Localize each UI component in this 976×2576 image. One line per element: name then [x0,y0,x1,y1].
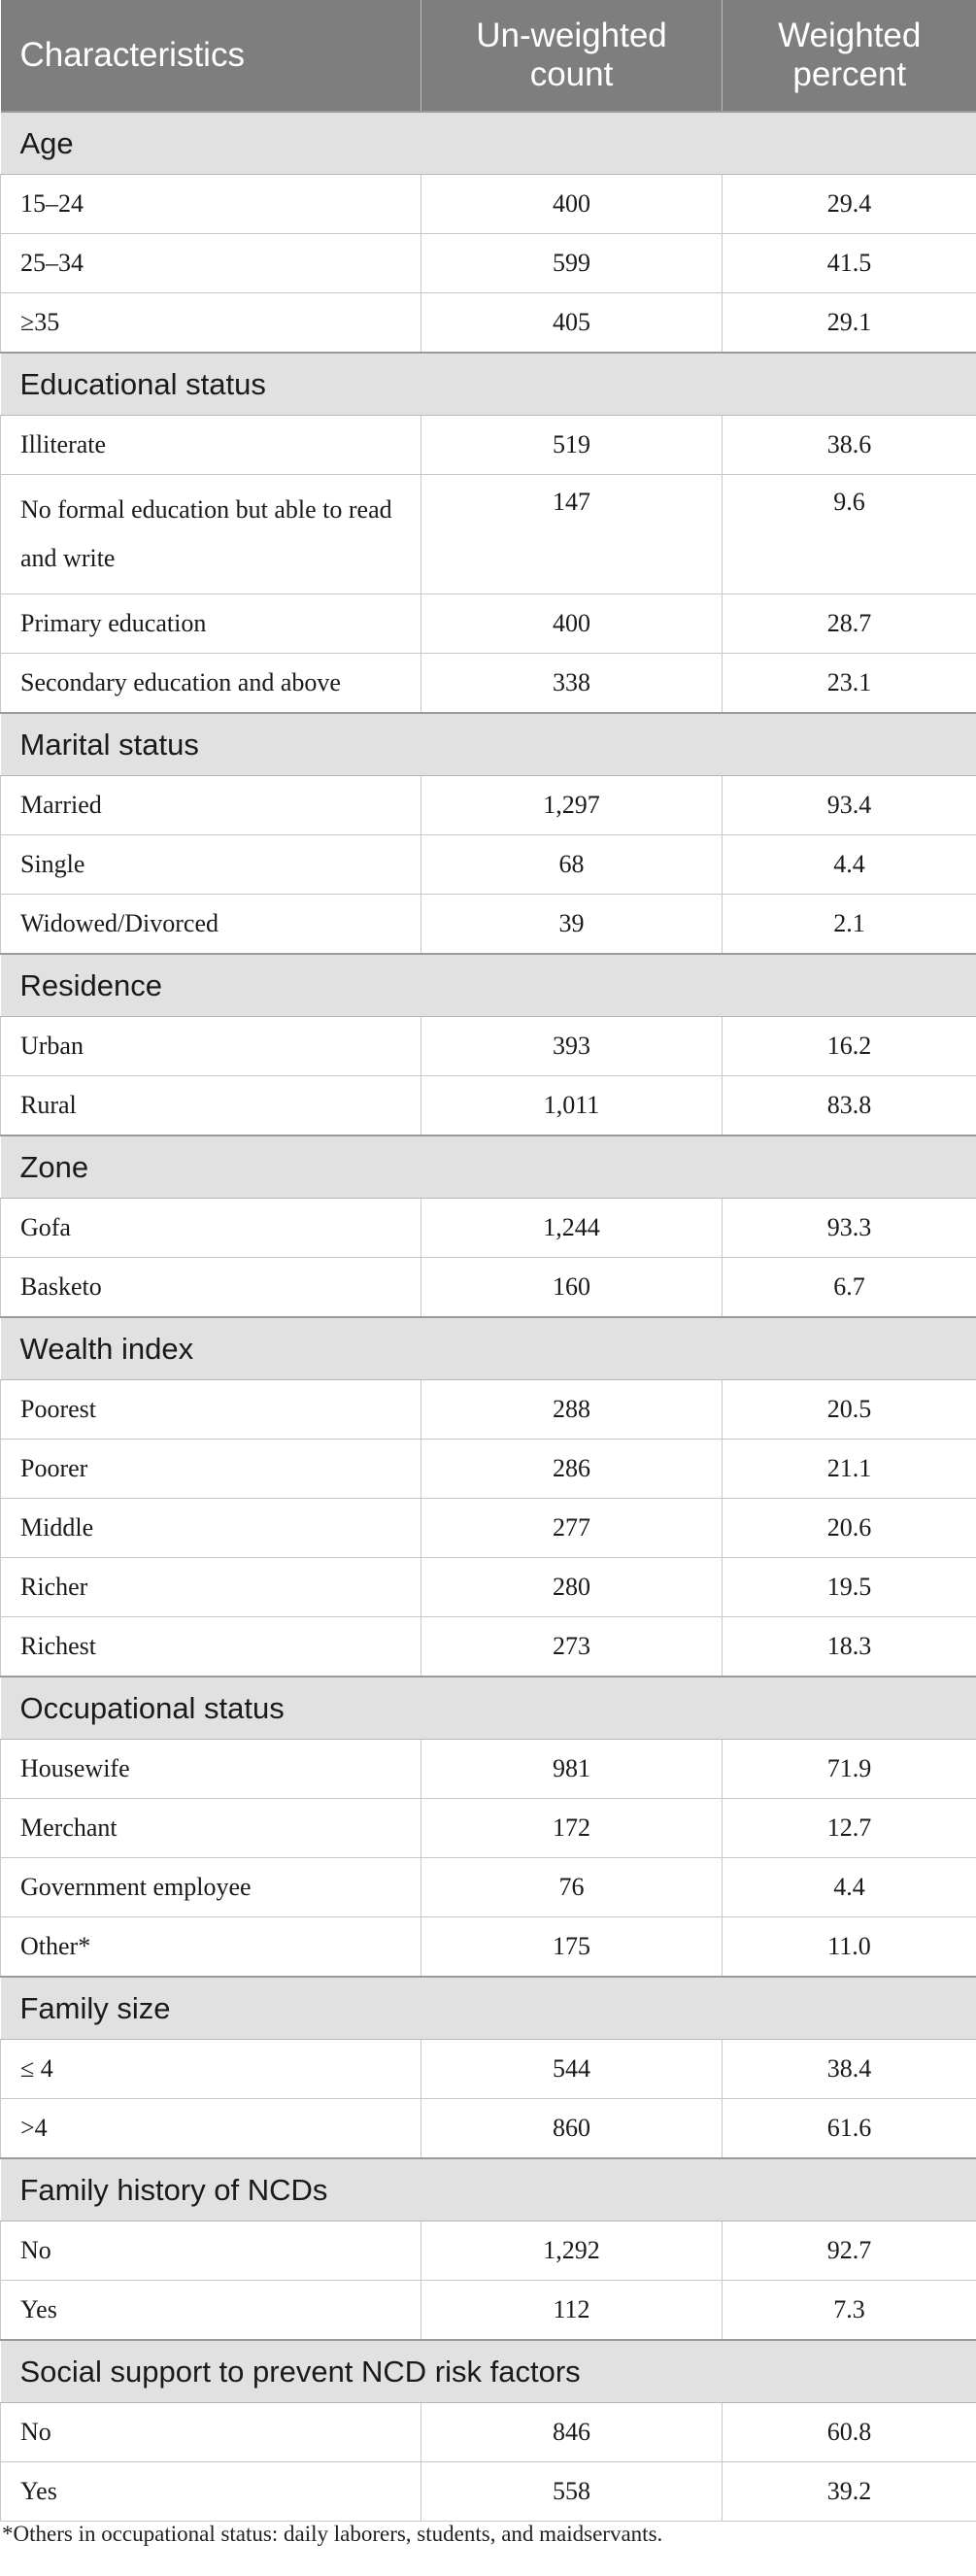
row-unweighted-count: 400 [421,175,723,234]
row-weighted-percent: 41.5 [723,234,976,293]
row-label: Other* [1,1917,421,1978]
table-row [1,1076,976,1136]
row-weighted-percent: 6.7 [723,1258,976,1318]
section-header-row [1,1135,976,1199]
row-weighted-percent: 23.1 [723,654,976,714]
row-unweighted-count: 400 [421,594,723,654]
section-title: Family history of NCDs [1,2158,976,2221]
table-row [1,1799,976,1858]
row-weighted-percent: 29.1 [723,293,976,354]
table-row [1,1858,976,1917]
row-unweighted-count: 280 [421,1558,723,1617]
row-label: 15–24 [1,175,421,234]
table-row [1,895,976,955]
row-label: Single [1,835,421,895]
table-row [1,2221,976,2281]
row-label: 25–34 [1,234,421,293]
row-label: Housewife [1,1740,421,1799]
section-header-row [1,112,976,175]
row-label: Poorest [1,1380,421,1440]
header-weighted-percent: Weighted percent [723,0,976,112]
table-row [1,1380,976,1440]
row-unweighted-count: 172 [421,1799,723,1858]
row-unweighted-count: 68 [421,835,723,895]
section-title: Marital status [1,713,976,776]
row-unweighted-count: 1,292 [421,2221,723,2281]
table-row [1,2462,976,2522]
row-weighted-percent: 61.6 [723,2099,976,2159]
row-weighted-percent: 93.3 [723,1199,976,1258]
row-weighted-percent: 20.5 [723,1380,976,1440]
row-label: Primary education [1,594,421,654]
row-label: Merchant [1,1799,421,1858]
row-label: Poorer [1,1440,421,1499]
table-row [1,776,976,835]
row-unweighted-count: 405 [421,293,723,354]
row-weighted-percent: 9.6 [723,475,976,594]
row-weighted-percent: 83.8 [723,1076,976,1136]
row-label: Urban [1,1017,421,1076]
row-unweighted-count: 519 [421,416,723,475]
row-weighted-percent: 19.5 [723,1558,976,1617]
row-unweighted-count: 599 [421,234,723,293]
section-header-row [1,1977,976,2040]
table-row [1,1440,976,1499]
table-row [1,2403,976,2462]
section-header-row [1,2158,976,2221]
row-label: ≥35 [1,293,421,354]
table-row [1,475,976,594]
row-weighted-percent: 12.7 [723,1799,976,1858]
row-weighted-percent: 39.2 [723,2462,976,2522]
row-label: Government employee [1,1858,421,1917]
table-row [1,654,976,714]
row-unweighted-count: 1,297 [421,776,723,835]
row-unweighted-count: 558 [421,2462,723,2522]
table-row [1,835,976,895]
table-row [1,1258,976,1318]
row-weighted-percent: 16.2 [723,1017,976,1076]
row-weighted-percent: 4.4 [723,835,976,895]
row-unweighted-count: 273 [421,1617,723,1678]
row-weighted-percent: 38.6 [723,416,976,475]
row-label: Middle [1,1499,421,1558]
row-weighted-percent: 11.0 [723,1917,976,1978]
row-label: No [1,2403,421,2462]
row-label: Rural [1,1076,421,1136]
row-label: Yes [1,2462,421,2522]
row-label: Richest [1,1617,421,1678]
row-label: Basketo [1,1258,421,1318]
row-unweighted-count: 39 [421,895,723,955]
row-unweighted-count: 1,011 [421,1076,723,1136]
row-weighted-percent: 28.7 [723,594,976,654]
row-label: >4 [1,2099,421,2159]
table-row [1,2281,976,2341]
row-label: Widowed/Divorced [1,895,421,955]
section-header-row [1,1677,976,1740]
table-row [1,594,976,654]
table-footnote: *Others in occupational status: daily laborers, students, and maidservants. [2,2522,663,2546]
row-weighted-percent: 21.1 [723,1440,976,1499]
row-unweighted-count: 288 [421,1380,723,1440]
row-unweighted-count: 112 [421,2281,723,2341]
row-label: Yes [1,2281,421,2341]
row-label: Married [1,776,421,835]
section-header-row [1,1317,976,1380]
section-header-row [1,954,976,1017]
header-unweighted-count: Un-weighted count [421,0,723,112]
table-row [1,1199,976,1258]
section-title: Educational status [1,353,976,416]
row-weighted-percent: 71.9 [723,1740,976,1799]
section-header-row [1,713,976,776]
row-weighted-percent: 60.8 [723,2403,976,2462]
row-unweighted-count: 846 [421,2403,723,2462]
table-row [1,1499,976,1558]
section-title: Residence [1,954,976,1017]
row-weighted-percent: 29.4 [723,175,976,234]
row-unweighted-count: 76 [421,1858,723,1917]
row-label: No [1,2221,421,2281]
row-unweighted-count: 338 [421,654,723,714]
header-characteristics: Characteristics [1,0,421,112]
table-row [1,234,976,293]
section-title: Wealth index [1,1317,976,1380]
section-header-row [1,2340,976,2403]
row-unweighted-count: 160 [421,1258,723,1318]
table-row [1,1558,976,1617]
row-unweighted-count: 175 [421,1917,723,1978]
table-row [1,175,976,234]
table-header-row [1,0,976,112]
row-weighted-percent: 18.3 [723,1617,976,1678]
row-weighted-percent: 7.3 [723,2281,976,2341]
row-unweighted-count: 393 [421,1017,723,1076]
table-row [1,1740,976,1799]
row-unweighted-count: 544 [421,2040,723,2099]
row-unweighted-count: 1,244 [421,1199,723,1258]
row-weighted-percent: 38.4 [723,2040,976,2099]
row-unweighted-count: 277 [421,1499,723,1558]
row-label: Illiterate [1,416,421,475]
row-weighted-percent: 2.1 [723,895,976,955]
row-label: Richer [1,1558,421,1617]
table-row [1,1617,976,1678]
row-weighted-percent: 4.4 [723,1858,976,1917]
row-label: ≤ 4 [1,2040,421,2099]
row-label: Secondary education and above [1,654,421,714]
section-title: Occupational status [1,1677,976,1740]
row-unweighted-count: 981 [421,1740,723,1799]
section-header-row [1,353,976,416]
table-body [1,112,976,2522]
row-label: No formal education but able to read and write [1,475,421,594]
row-weighted-percent: 93.4 [723,776,976,835]
section-title: Age [1,112,976,175]
table-row [1,2040,976,2099]
section-title: Social support to prevent NCD risk factors [1,2340,976,2403]
table-row [1,2099,976,2159]
table-row [1,416,976,475]
row-weighted-percent: 92.7 [723,2221,976,2281]
table-row [1,1917,976,1978]
table-row [1,1017,976,1076]
row-weighted-percent: 20.6 [723,1499,976,1558]
section-title: Zone [1,1135,976,1199]
row-label: Gofa [1,1199,421,1258]
section-title: Family size [1,1977,976,2040]
row-unweighted-count: 860 [421,2099,723,2159]
row-unweighted-count: 147 [421,475,723,594]
row-unweighted-count: 286 [421,1440,723,1499]
table-row [1,293,976,354]
